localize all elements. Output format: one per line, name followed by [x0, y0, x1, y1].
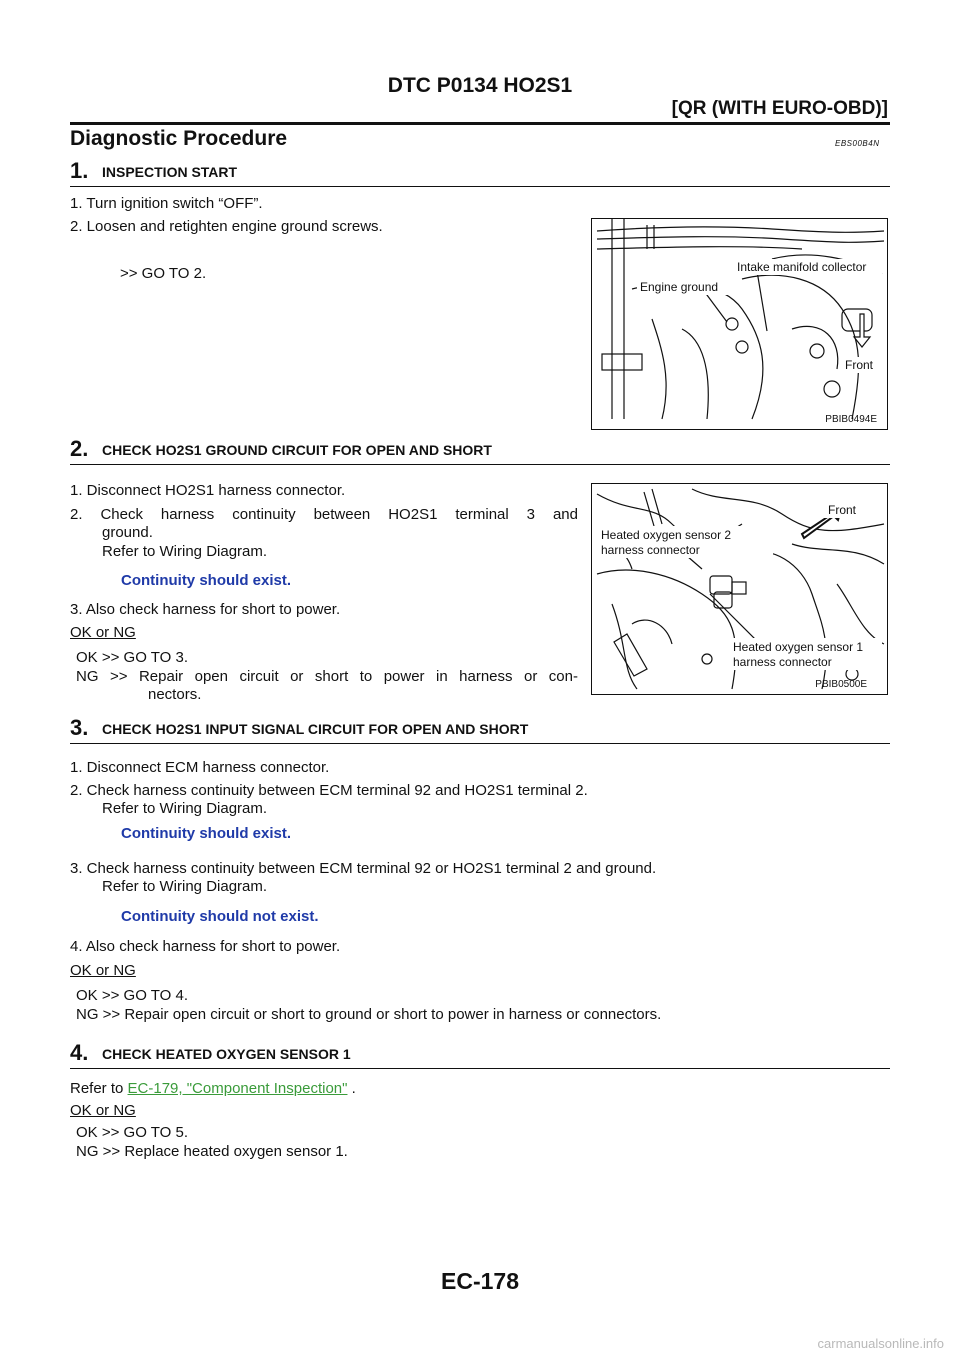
page-number: EC-178: [441, 1268, 519, 1294]
step-1-item-1: 1. Turn ignition switch “OFF”.: [70, 195, 263, 212]
step-4-number: 4.: [70, 1040, 89, 1065]
fig2-label-ho2s1: Heated oxygen sensor 1: [733, 640, 864, 654]
step-3-spec-2: Continuity should not exist.: [121, 908, 319, 925]
page-header-title: DTC P0134 HO2S1: [387, 74, 573, 97]
step-3-label: CHECK HO2S1 INPUT SIGNAL CIRCUIT FOR OPEN AND SHORT: [102, 721, 529, 737]
step-3-number: 3.: [70, 715, 89, 740]
step-1-header: [70, 158, 890, 187]
step-3-item-1: 1. Disconnect ECM harness connector.: [70, 759, 330, 776]
step-4-okng: OK or NG: [70, 1102, 136, 1119]
watermark: carmanualsonline.info: [817, 1336, 944, 1351]
step-3-header: [70, 715, 890, 744]
step-3-item-3-ref: Refer to Wiring Diagram.: [102, 878, 268, 895]
section-title: Diagnostic Procedure: [70, 127, 288, 150]
step-3-ng: NG >> Repair open circuit or short to ground or short to power in harness or connectors.: [76, 1006, 662, 1023]
step-2-item-2-ref: Refer to Wiring Diagram.: [102, 543, 268, 560]
page-header-subtitle: [QR (WITH EURO-OBD)]: [671, 98, 888, 119]
step-4-refer-prefix: Refer to: [70, 1080, 128, 1097]
step-4-label: CHECK HEATED OXYGEN SENSOR 1: [102, 1046, 351, 1062]
step-1-item-2: 2. Loosen and retighten engine ground screws.: [70, 218, 383, 235]
fig1-label-ground: Engine ground: [640, 280, 719, 294]
step-1-number: 1.: [70, 158, 89, 183]
figure-2-code: PBIB0500E: [815, 679, 867, 690]
step-3-item-2: 2. Check harness continuity between ECM terminal 92 and HO2S1 terminal 2.: [70, 782, 588, 799]
figure-oxygen-sensor-connectors: [591, 483, 888, 695]
step-1-label: INSPECTION START: [102, 164, 238, 180]
step-3-item-4: 4. Also check harness for short to power.: [70, 938, 341, 955]
section-code: EBS00B4N: [835, 139, 880, 148]
fig2-label-ho2s2: Heated oxygen sensor 2: [601, 528, 732, 542]
step-3-spec-1: Continuity should exist.: [121, 825, 292, 842]
header-rule: [70, 122, 890, 125]
step-2-item-2: 2. Check harness continuity between HO2S1 terminal 3 and: [70, 506, 578, 523]
step-2-ng: NG >> Repair open circuit or short to power in harness or con-: [76, 668, 578, 685]
fig2-label-ho2s1-connector: harness connector: [733, 655, 832, 669]
oxygen-sensor-illustration: [592, 484, 887, 694]
step-3-item-2-ref: Refer to Wiring Diagram.: [102, 800, 268, 817]
step-2-ok: OK >> GO TO 3.: [76, 649, 188, 666]
fig2-label-ho2s2-connector: harness connector: [601, 543, 700, 557]
step-2-okng: OK or NG: [70, 624, 136, 641]
step-4-refer-suffix: .: [347, 1080, 356, 1097]
component-inspection-link[interactable]: EC-179, "Component Inspection": [127, 1080, 348, 1097]
step-2-ng-cont: nectors.: [148, 686, 202, 703]
fig1-label-front: Front: [845, 358, 874, 372]
step-4-ng: NG >> Replace heated oxygen sensor 1.: [76, 1143, 348, 1160]
step-2-number: 2.: [70, 436, 89, 461]
step-3-ok: OK >> GO TO 4.: [76, 987, 188, 1004]
step-4-ok: OK >> GO TO 5.: [76, 1124, 188, 1141]
step-3-item-3: 3. Check harness continuity between ECM terminal 92 or HO2S1 terminal 2 and ground.: [70, 860, 657, 877]
fig2-label-front: Front: [828, 503, 857, 517]
step-2-item-3: 3. Also check harness for short to power.: [70, 601, 341, 618]
step-2-item-1: 1. Disconnect HO2S1 harness connector.: [70, 482, 346, 499]
step-2-item-2-cont: ground.: [102, 524, 153, 541]
fig1-label-intake: Intake manifold collector: [737, 260, 867, 274]
step-2-label: CHECK HO2S1 GROUND CIRCUIT FOR OPEN AND SHORT: [102, 442, 492, 458]
step-2-spec: Continuity should exist.: [121, 572, 292, 589]
step-2-header: [70, 436, 890, 465]
figure-1-code: PBIB0494E: [825, 414, 877, 425]
engine-ground-illustration: [592, 219, 887, 429]
step-4-header: [70, 1040, 890, 1069]
step-1-goto: >> GO TO 2.: [120, 265, 207, 282]
figure-engine-ground: [591, 218, 888, 430]
step-3-okng: OK or NG: [70, 962, 136, 979]
step-4-refer: [70, 1080, 356, 1098]
